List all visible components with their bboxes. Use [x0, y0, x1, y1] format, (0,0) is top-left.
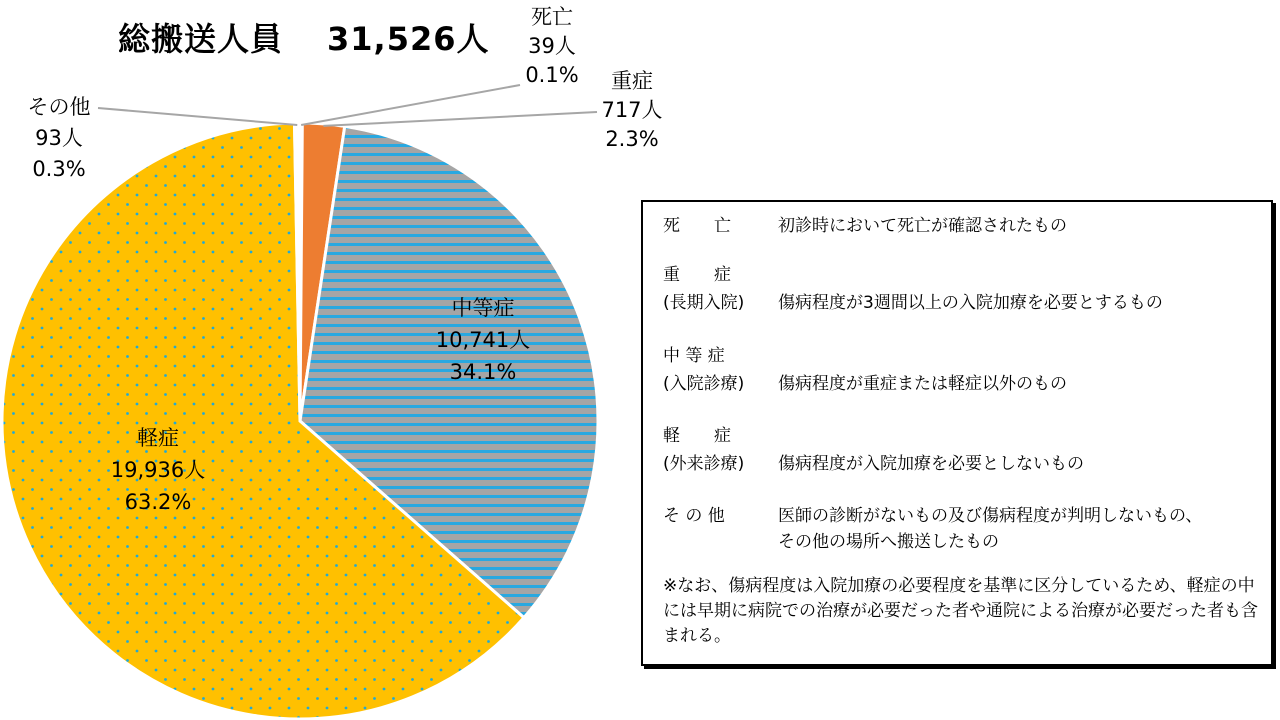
def-desc-severe: 傷病程度が3週間以上の入院加療を必要とするもの [778, 293, 1163, 313]
def-sub-severe: (長期入院) [663, 293, 745, 313]
leader-line-other [98, 108, 297, 125]
data-label-other-name: その他 [27, 95, 91, 119]
chart-title [118, 14, 490, 60]
data-label-severe-name: 重症 [611, 69, 653, 93]
chart-title-label: 総搬送人員 [118, 20, 284, 58]
data-label-moderate-name: 中等症 [451, 296, 515, 320]
def-desc-other-2: その他の場所へ搬送したもの [778, 532, 999, 552]
data-label-other-percent: 0.3% [32, 157, 86, 181]
def-term-moderate: 中 等 症 [663, 346, 725, 366]
def-term-severe: 重 症 [663, 265, 731, 285]
data-label-death-percent: 0.1% [525, 63, 579, 87]
chart-title-total: 31,526人 [327, 20, 490, 58]
data-label-death-name: 死亡 [531, 5, 573, 29]
data-label-other-count: 93人 [35, 126, 83, 150]
def-term-mild: 軽 症 [663, 426, 731, 446]
def-sub-mild: (外来診療) [663, 454, 745, 474]
def-desc-moderate: 傷病程度が重症または軽症以外のもの [778, 374, 1067, 394]
data-label-moderate-percent: 34.1% [449, 360, 517, 384]
data-label-death-count: 39人 [528, 34, 576, 58]
definition-box [641, 200, 1273, 666]
data-label-severe-count: 717人 [601, 98, 663, 122]
def-desc-other: 医師の診断がないもの及び傷病程度が判明しないもの、 [778, 506, 1203, 526]
def-note: ※なお、傷病程度は入院加療の必要程度を基準に区分しているため、軽症の中には早期に病院での治療が必要だった者や通院による治療が必要だった者も含まれる。 [663, 576, 1258, 646]
data-label-mild-percent: 63.2% [124, 490, 192, 514]
data-label-mild-count: 19,936人 [110, 458, 206, 482]
data-label-moderate-count: 10,741人 [435, 328, 531, 352]
leader-line-death [301, 85, 520, 125]
def-desc-mild: 傷病程度が入院加療を必要としないもの [778, 454, 1084, 474]
def-sub-moderate: (入院診療) [663, 374, 745, 394]
def-term-death: 死 亡 [663, 216, 731, 236]
def-term-other: そ の 他 [663, 506, 725, 526]
def-desc-death: 初診時において死亡が確認されたもの [778, 216, 1067, 236]
data-label-mild-name: 軽症 [137, 426, 179, 450]
data-label-severe-percent: 2.3% [605, 127, 659, 151]
